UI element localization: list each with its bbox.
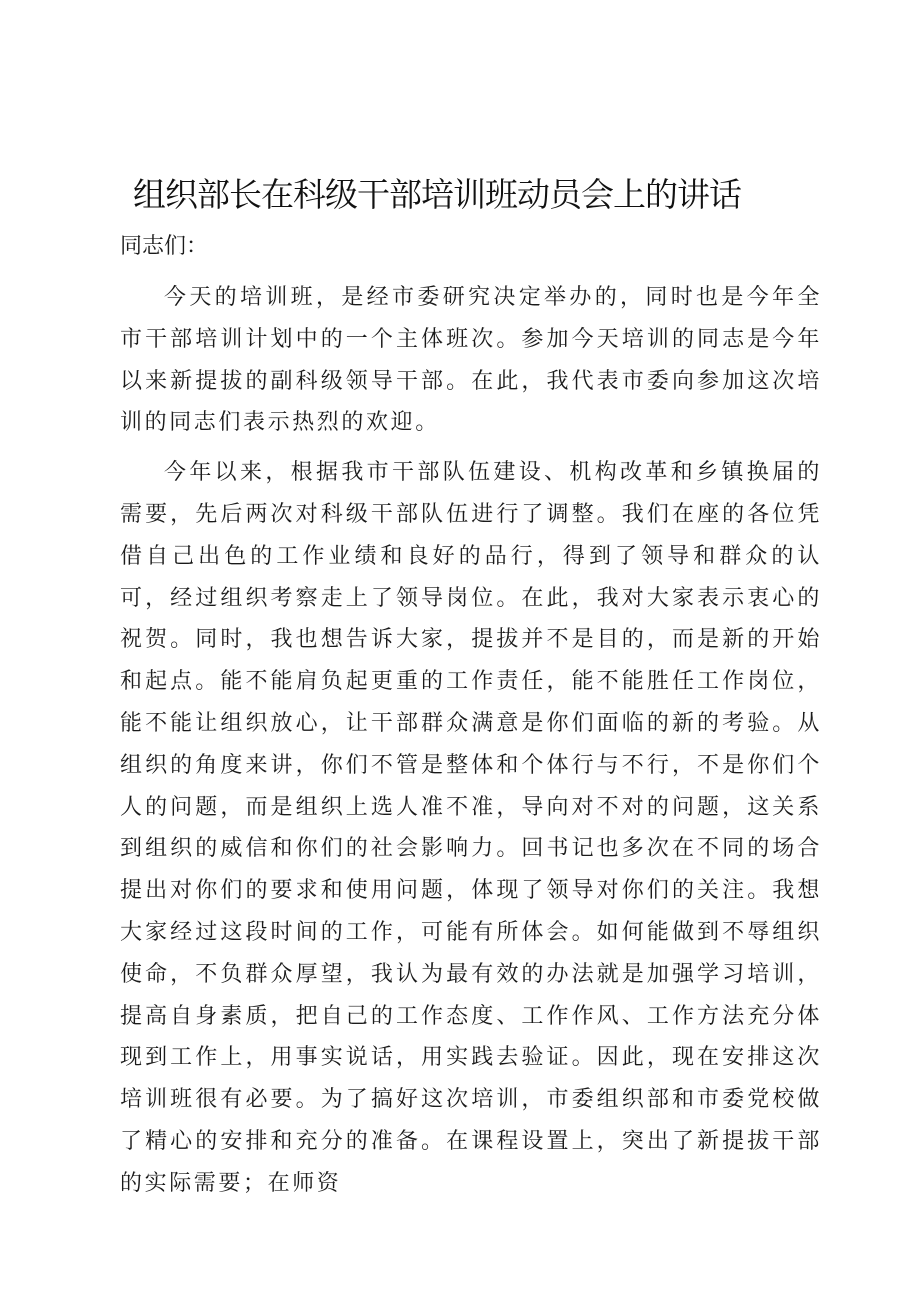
document-title: 组织部长在科级干部培训班动员会上的讲话	[133, 175, 741, 214]
paragraph-welcome: 今天的培训班，是经市委研究决定举办的，同时也是今年全市干部培训计划中的一个主体班次。参加今天培训的同志是今年以来新提拔的副科级领导干部。在此，我代表市委向参加这次培训的同志们表示热烈的欢迎。	[120, 285, 822, 436]
document-body	[120, 226, 822, 1205]
salutation: 同志们：	[120, 234, 209, 259]
paragraph-training-purpose: 今年以来，根据我市干部队伍建设、机构改革和乡镇换届的需要，先后两次对科级干部队伍进行了调整。我们在座的各位凭借自己出色的工作业绩和良好的品行，得到了领导和群众的认可，经过组织考察走上了领导岗位。在此，我对大家表示衷心的祝贺。同时，我也想告诉大家，提拔并不是目的，而是新的开始和起点。能不能肩负起更重的工作责任，能不能胜任工作岗位，能不能让组织放心，让干部群众满意是你们面临的新的考验。从组织的角度来讲，你们不管是整体和个体行与不行，不是你们个人的问题，而是组织上选人准不准，导向对不对的问题，这关系到组织的威信和你们的社会影响力。回书记也多次在不同的场合提出对你们的要求和使用问题，体现了领导对你们的关注。我想大家经过这段时间的工作，可能有所体会。如何能做到不辱组织使命，不负群众厚望，我认为最有效的办法就是加强学习培训，提高自身素质，把自己的工作态度、工作作风、工作方法充分体现到工作上，用事实说话，用实践去验证。因此，现在安排这次培训班很有必要。为了搞好这次培训，市委组织部和市委党校做了精心的安排和充分的准备。在课程设置上，突出了新提拔干部的实际需要；在师资	[120, 460, 822, 1196]
